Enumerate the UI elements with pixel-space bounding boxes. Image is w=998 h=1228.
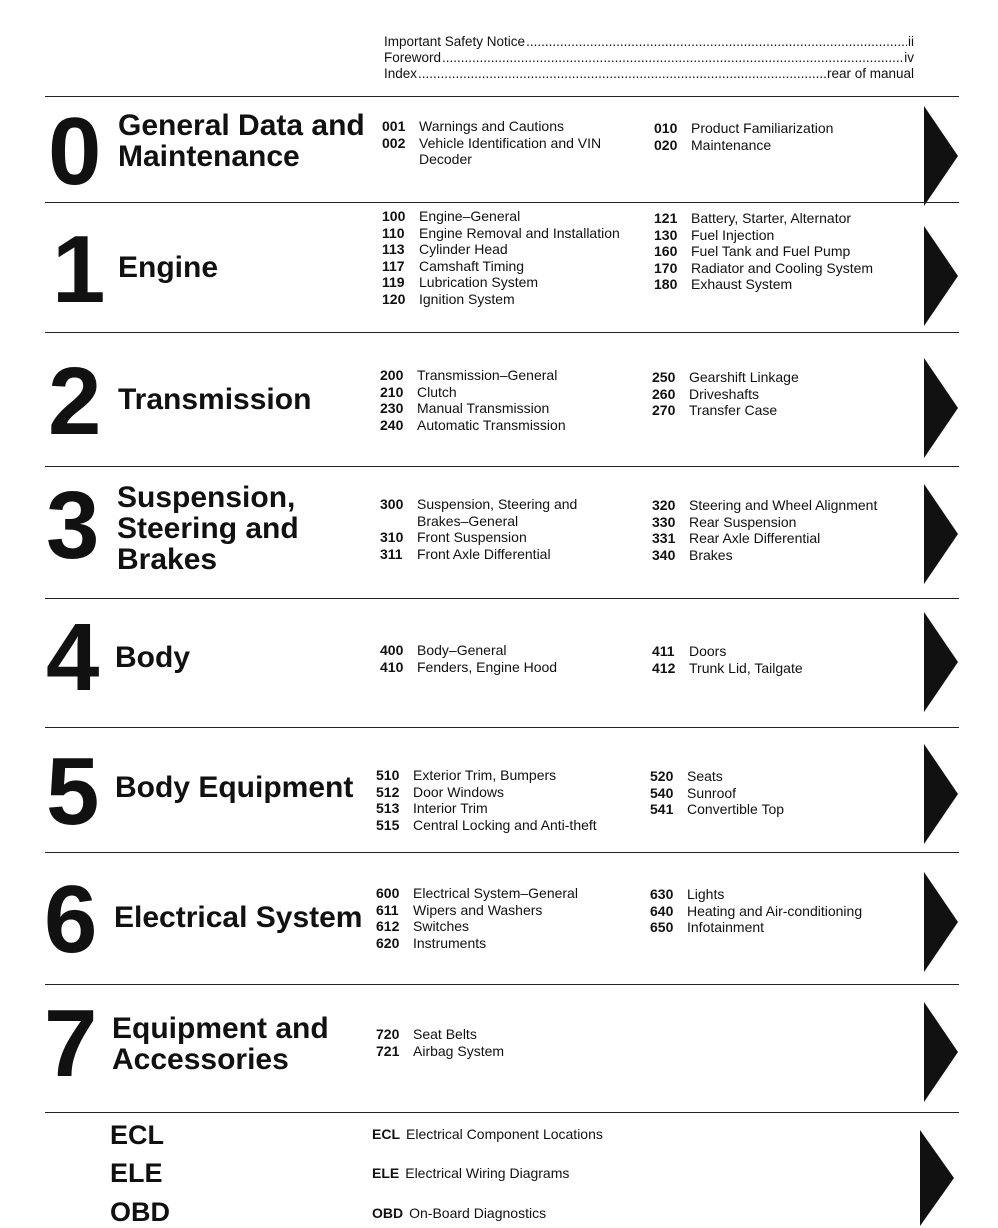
chapter-label-line: Ignition System bbox=[419, 290, 515, 307]
chapter-code: 002 bbox=[382, 134, 406, 151]
chapter-code: 170 bbox=[654, 259, 678, 276]
chapter-label-line: Instruments bbox=[413, 934, 487, 951]
chapter-item[interactable] bbox=[650, 903, 862, 920]
front-matter-list bbox=[384, 34, 914, 82]
section-tab-arrow-icon[interactable] bbox=[920, 1130, 954, 1226]
front-matter-page: ii bbox=[908, 34, 914, 49]
leader-dots bbox=[526, 34, 907, 50]
section-title-line: Accessories bbox=[112, 1043, 289, 1076]
chapter-code: 210 bbox=[380, 383, 404, 400]
section-divider bbox=[45, 727, 959, 728]
appendix-title-obd[interactable]: OBD bbox=[110, 1197, 170, 1227]
chapter-list-left bbox=[382, 208, 620, 307]
chapter-label bbox=[419, 291, 515, 308]
section-tab-arrow-icon[interactable] bbox=[924, 358, 958, 458]
section-title-line: Electrical System bbox=[114, 901, 363, 934]
chapter-code: 640 bbox=[650, 902, 674, 919]
chapter-code: 260 bbox=[652, 385, 676, 402]
section-title-line: Suspension, bbox=[117, 481, 296, 514]
chapter-code: 612 bbox=[376, 918, 400, 934]
chapter-label-line: Doors bbox=[689, 643, 727, 659]
chapter-code: 320 bbox=[652, 497, 676, 513]
chapter-code: 330 bbox=[652, 513, 676, 530]
chapter-label-line: Trunk Lid, Tailgate bbox=[689, 659, 803, 676]
section-divider bbox=[45, 466, 959, 467]
chapter-label bbox=[419, 208, 520, 225]
chapter-code: 331 bbox=[652, 530, 676, 546]
chapter-item[interactable] bbox=[376, 817, 597, 834]
chapter-item[interactable] bbox=[380, 659, 557, 676]
chapter-label bbox=[689, 369, 799, 386]
chapter-label bbox=[417, 529, 527, 546]
chapter-label bbox=[413, 784, 504, 801]
chapter-label bbox=[417, 367, 557, 384]
chapter-label bbox=[687, 768, 723, 785]
chapter-item[interactable] bbox=[654, 276, 873, 293]
leader-dots bbox=[442, 50, 903, 66]
section-numeral: 0 bbox=[48, 98, 100, 205]
chapter-code: 113 bbox=[382, 241, 405, 257]
chapter-item[interactable] bbox=[654, 210, 873, 227]
chapter-label-line: Front Axle Differential bbox=[417, 545, 551, 562]
chapter-code: 001 bbox=[382, 118, 406, 134]
chapter-label-line: Seats bbox=[687, 768, 723, 784]
chapter-item[interactable] bbox=[380, 367, 566, 384]
section-title-line: Engine bbox=[118, 251, 219, 284]
chapter-label-line: Brakes bbox=[689, 546, 733, 563]
chapter-label bbox=[417, 659, 557, 676]
chapter-label-line: Transmission–General bbox=[417, 367, 558, 383]
chapter-label bbox=[691, 210, 851, 227]
section-title[interactable] bbox=[118, 252, 218, 283]
appendix-label: Electrical Component Locations bbox=[406, 1126, 603, 1142]
chapter-item[interactable] bbox=[382, 291, 620, 308]
chapter-code: 300 bbox=[380, 496, 404, 512]
chapter-label bbox=[419, 118, 564, 135]
chapter-item[interactable] bbox=[654, 137, 833, 154]
chapter-item[interactable] bbox=[376, 1043, 504, 1060]
chapter-code: 611 bbox=[376, 901, 399, 918]
chapter-label-line: Door Windows bbox=[413, 783, 505, 800]
chapter-code: 720 bbox=[376, 1026, 400, 1042]
chapter-label-line: Body–General bbox=[417, 642, 507, 658]
chapter-label bbox=[417, 496, 577, 529]
chapter-label-line: Decoder bbox=[419, 151, 472, 167]
section-title-line: Body Equipment bbox=[115, 771, 354, 804]
chapter-label bbox=[413, 1026, 477, 1043]
chapter-item[interactable] bbox=[652, 369, 799, 386]
chapter-list-left bbox=[376, 885, 578, 951]
chapter-label bbox=[413, 885, 578, 902]
section-divider bbox=[45, 852, 959, 853]
chapter-item[interactable] bbox=[380, 529, 577, 546]
chapter-label bbox=[691, 227, 774, 244]
chapter-code: 620 bbox=[376, 934, 400, 951]
chapter-label-line: Infotainment bbox=[687, 919, 765, 935]
chapter-item[interactable] bbox=[652, 530, 877, 547]
chapter-label-line: Heating and Air-conditioning bbox=[687, 902, 863, 919]
chapter-label bbox=[413, 817, 597, 834]
front-matter-label: Foreword bbox=[384, 50, 442, 65]
chapter-label-line: Radiator and Cooling System bbox=[691, 259, 874, 276]
chapter-item[interactable] bbox=[380, 496, 577, 529]
chapter-item[interactable] bbox=[654, 243, 873, 260]
chapter-code: 513 bbox=[376, 800, 400, 816]
chapter-label bbox=[691, 260, 873, 277]
chapter-label-line: Interior Trim bbox=[413, 800, 488, 816]
chapter-label-line: Engine–General bbox=[419, 208, 521, 224]
chapter-label bbox=[691, 276, 792, 293]
chapter-code: 541 bbox=[650, 801, 674, 817]
chapter-item[interactable] bbox=[376, 902, 578, 919]
section-numeral: 4 bbox=[46, 604, 98, 711]
section-title-line: Steering and bbox=[117, 512, 299, 545]
chapter-code: 240 bbox=[380, 416, 404, 433]
appendix-code: OBD bbox=[372, 1205, 404, 1221]
chapter-item[interactable] bbox=[376, 935, 578, 952]
chapter-item[interactable] bbox=[654, 227, 873, 244]
chapter-item[interactable] bbox=[652, 514, 877, 531]
chapter-code: 160 bbox=[654, 243, 678, 259]
chapter-code: 540 bbox=[650, 784, 674, 801]
chapter-item[interactable] bbox=[380, 400, 566, 417]
chapter-item[interactable] bbox=[650, 768, 784, 785]
chapter-code: 340 bbox=[652, 546, 676, 563]
chapter-code: 520 bbox=[650, 768, 674, 784]
chapter-label-line: Sunroof bbox=[687, 784, 737, 801]
chapter-item[interactable] bbox=[382, 135, 601, 168]
chapter-label bbox=[689, 660, 803, 677]
chapter-item[interactable] bbox=[376, 784, 597, 801]
chapter-code: 310 bbox=[380, 529, 404, 545]
section-divider bbox=[45, 598, 959, 599]
appendix-label: On-Board Diagnostics bbox=[409, 1205, 547, 1221]
chapter-label-line: Warnings and Cautions bbox=[419, 118, 565, 134]
chapter-code: 010 bbox=[654, 120, 678, 136]
chapter-label-line: Fuel Injection bbox=[691, 226, 775, 243]
front-matter-item-foreword[interactable] bbox=[384, 50, 914, 66]
chapter-item[interactable] bbox=[382, 208, 620, 225]
front-matter-page: iv bbox=[904, 50, 914, 65]
chapter-list-left bbox=[376, 767, 597, 833]
chapter-label-line: Exterior Trim, Bumpers bbox=[413, 767, 557, 783]
chapter-list-right bbox=[652, 369, 799, 419]
section-title[interactable] bbox=[118, 384, 311, 415]
chapter-label bbox=[417, 642, 507, 659]
chapter-item[interactable] bbox=[650, 886, 862, 903]
chapter-label bbox=[689, 547, 733, 564]
chapter-item[interactable] bbox=[382, 274, 620, 291]
chapter-label bbox=[419, 225, 620, 242]
chapter-item[interactable] bbox=[376, 918, 578, 935]
section-divider bbox=[45, 984, 959, 985]
appendix-code: ECL bbox=[372, 1126, 400, 1142]
chapter-label bbox=[417, 546, 551, 563]
chapter-label-line: Automatic Transmission bbox=[417, 416, 566, 433]
chapter-label bbox=[689, 514, 796, 531]
appendix-item-obd[interactable] bbox=[372, 1205, 546, 1221]
chapter-label-line: Rear Suspension bbox=[689, 513, 797, 530]
chapter-code: 600 bbox=[376, 885, 400, 901]
section-divider bbox=[45, 1112, 959, 1113]
chapter-item[interactable] bbox=[382, 258, 620, 275]
section-divider bbox=[45, 202, 959, 203]
chapter-item[interactable] bbox=[654, 120, 833, 137]
chapter-item[interactable] bbox=[652, 386, 799, 403]
chapter-list-right bbox=[654, 210, 873, 293]
chapter-label bbox=[687, 801, 784, 818]
section-title[interactable] bbox=[115, 772, 353, 803]
chapter-code: 311 bbox=[380, 545, 403, 562]
chapter-item[interactable] bbox=[376, 800, 597, 817]
section-numeral: 7 bbox=[44, 990, 96, 1097]
chapter-label bbox=[689, 497, 877, 514]
section-divider bbox=[45, 96, 959, 97]
chapter-item[interactable] bbox=[652, 402, 799, 419]
chapter-item[interactable] bbox=[376, 1026, 504, 1043]
chapter-label bbox=[417, 384, 457, 401]
chapter-label-line: Convertible Top bbox=[687, 801, 785, 817]
chapter-item[interactable] bbox=[652, 497, 877, 514]
chapter-code: 110 bbox=[382, 224, 405, 241]
chapter-label bbox=[417, 400, 549, 417]
chapter-label-line: Product Familiarization bbox=[691, 120, 834, 136]
section-tab-arrow-icon[interactable] bbox=[924, 872, 958, 972]
chapter-item[interactable] bbox=[382, 118, 601, 135]
chapter-code: 230 bbox=[380, 400, 404, 416]
chapter-item[interactable] bbox=[652, 547, 877, 564]
chapter-list-left bbox=[382, 118, 601, 168]
chapter-label-line: Exhaust System bbox=[691, 276, 793, 292]
chapter-label-line: Electrical System–General bbox=[413, 885, 578, 901]
chapter-item[interactable] bbox=[650, 785, 784, 802]
appendix-item-ele[interactable] bbox=[372, 1165, 569, 1181]
chapter-list-right bbox=[652, 497, 877, 563]
appendix-title-ele[interactable]: ELE bbox=[110, 1158, 163, 1188]
section-numeral: 6 bbox=[44, 866, 96, 973]
chapter-list-left bbox=[380, 367, 566, 433]
chapter-label bbox=[689, 530, 820, 547]
chapter-code: 117 bbox=[382, 257, 405, 274]
chapter-label bbox=[413, 1043, 504, 1060]
chapter-code: 270 bbox=[652, 402, 676, 418]
chapter-label-line: Brakes–General bbox=[417, 512, 519, 529]
chapter-list-left bbox=[380, 496, 577, 562]
chapter-label bbox=[413, 935, 486, 952]
chapter-label bbox=[687, 886, 724, 903]
chapter-code: 180 bbox=[654, 276, 678, 292]
chapter-label-line: Central Locking and Anti-theft bbox=[413, 816, 597, 833]
chapter-label-line: Engine Removal and Installation bbox=[419, 224, 620, 241]
chapter-label-line: Suspension, Steering and bbox=[417, 496, 578, 512]
chapter-code: 412 bbox=[652, 659, 676, 676]
chapter-code: 630 bbox=[650, 886, 674, 902]
section-tab-arrow-icon[interactable] bbox=[924, 1002, 958, 1102]
chapter-label-line: Front Suspension bbox=[417, 529, 527, 545]
front-matter-page: rear of manual bbox=[826, 66, 914, 81]
chapter-label-line: Lights bbox=[687, 886, 725, 902]
chapter-code: 400 bbox=[380, 642, 404, 658]
section-numeral: 5 bbox=[46, 738, 98, 845]
appendix-item-ecl[interactable] bbox=[372, 1126, 603, 1142]
front-matter-item-safety[interactable] bbox=[384, 34, 914, 50]
chapter-label bbox=[687, 903, 862, 920]
chapter-label bbox=[689, 643, 726, 660]
chapter-code: 721 bbox=[376, 1042, 400, 1059]
section-tab-arrow-icon[interactable] bbox=[924, 612, 958, 712]
chapter-label bbox=[413, 767, 556, 784]
chapter-code: 411 bbox=[652, 643, 675, 659]
chapter-label bbox=[419, 241, 508, 258]
chapter-label-line: Manual Transmission bbox=[417, 400, 550, 416]
chapter-label-line: Steering and Wheel Alignment bbox=[689, 497, 878, 513]
section-divider bbox=[45, 332, 959, 333]
chapter-label bbox=[413, 800, 488, 817]
appendix-code: ELE bbox=[372, 1165, 400, 1181]
chapter-code: 515 bbox=[376, 816, 400, 833]
chapter-code: 512 bbox=[376, 783, 400, 800]
section-numeral: 2 bbox=[48, 348, 100, 455]
chapter-label-line: Camshaft Timing bbox=[419, 257, 525, 274]
chapter-label-line: Fuel Tank and Fuel Pump bbox=[691, 243, 851, 259]
chapter-label bbox=[419, 135, 601, 168]
section-title-line: Brakes bbox=[117, 543, 218, 576]
chapter-item[interactable] bbox=[380, 417, 566, 434]
section-title-line: Body bbox=[115, 641, 190, 674]
section-title-line: Transmission bbox=[118, 383, 312, 416]
chapter-list-right bbox=[650, 768, 784, 818]
leader-dots bbox=[418, 66, 826, 82]
section-tab-arrow-icon[interactable] bbox=[924, 484, 958, 584]
chapter-label bbox=[417, 417, 566, 434]
appendix-label: Electrical Wiring Diagrams bbox=[405, 1165, 570, 1181]
chapter-label bbox=[419, 258, 524, 275]
chapter-item[interactable] bbox=[380, 546, 577, 563]
chapter-label bbox=[691, 120, 833, 137]
section-tab-arrow-icon[interactable] bbox=[924, 744, 958, 844]
chapter-item[interactable] bbox=[380, 384, 566, 401]
section-title[interactable] bbox=[115, 642, 190, 673]
chapter-list-left bbox=[376, 1026, 504, 1059]
chapter-code: 130 bbox=[654, 226, 678, 243]
section-numeral: 3 bbox=[46, 472, 98, 579]
chapter-code: 100 bbox=[382, 208, 406, 224]
chapter-code: 410 bbox=[380, 658, 404, 675]
chapter-code: 250 bbox=[652, 369, 676, 385]
chapter-list-left bbox=[380, 642, 557, 675]
chapter-label-line: Airbag System bbox=[413, 1042, 505, 1059]
chapter-label bbox=[691, 243, 850, 260]
chapter-list-right bbox=[652, 643, 803, 676]
chapter-item[interactable] bbox=[382, 241, 620, 258]
chapter-label-line: Cylinder Head bbox=[419, 241, 508, 257]
section-tab-arrow-icon[interactable] bbox=[924, 106, 958, 206]
chapter-label-line: Seat Belts bbox=[413, 1026, 477, 1042]
chapter-list-right bbox=[650, 886, 862, 936]
chapter-label-line: Maintenance bbox=[691, 136, 772, 153]
chapter-label-line: Fenders, Engine Hood bbox=[417, 658, 558, 675]
chapter-label-line: Battery, Starter, Alternator bbox=[691, 210, 852, 226]
chapter-code: 510 bbox=[376, 767, 400, 783]
section-title[interactable] bbox=[114, 902, 362, 933]
chapter-item[interactable] bbox=[376, 767, 597, 784]
chapter-label bbox=[413, 918, 469, 935]
chapter-label-line: Vehicle Identification and VIN bbox=[419, 134, 602, 151]
section-title-line: Maintenance bbox=[118, 140, 300, 173]
chapter-label-line: Gearshift Linkage bbox=[689, 369, 799, 385]
chapter-code: 650 bbox=[650, 919, 674, 935]
chapter-code: 020 bbox=[654, 136, 678, 153]
section-numeral: 1 bbox=[52, 216, 104, 323]
chapter-label-line: Rear Axle Differential bbox=[689, 530, 821, 546]
chapter-item[interactable] bbox=[650, 801, 784, 818]
appendix-title-ecl[interactable]: ECL bbox=[110, 1120, 164, 1150]
front-matter-item-index[interactable] bbox=[384, 66, 914, 82]
chapter-list-right bbox=[654, 120, 833, 153]
front-matter-label: Index bbox=[384, 66, 418, 81]
chapter-label bbox=[413, 902, 542, 919]
chapter-code: 200 bbox=[380, 367, 404, 383]
chapter-label-line: Lubrication System bbox=[419, 274, 539, 290]
chapter-label bbox=[687, 785, 736, 802]
chapter-item[interactable] bbox=[654, 260, 873, 277]
chapter-label bbox=[687, 919, 764, 936]
chapter-item[interactable] bbox=[652, 660, 803, 677]
chapter-label bbox=[419, 274, 538, 291]
front-matter-label: Important Safety Notice bbox=[384, 34, 526, 49]
chapter-label-line: Transfer Case bbox=[689, 402, 778, 418]
chapter-code: 120 bbox=[382, 290, 406, 307]
chapter-label-line: Wipers and Washers bbox=[413, 901, 543, 918]
section-title[interactable] bbox=[118, 110, 365, 172]
section-title[interactable] bbox=[112, 1013, 329, 1075]
chapter-code: 119 bbox=[382, 274, 405, 290]
section-tab-arrow-icon[interactable] bbox=[924, 226, 958, 326]
chapter-item[interactable] bbox=[382, 225, 620, 242]
chapter-item[interactable] bbox=[380, 642, 557, 659]
section-title-line: Equipment and bbox=[112, 1012, 329, 1045]
chapter-label-line: Driveshafts bbox=[689, 385, 760, 402]
chapter-item[interactable] bbox=[650, 919, 862, 936]
chapter-label-line: Switches bbox=[413, 918, 470, 934]
section-title[interactable] bbox=[117, 482, 299, 575]
section-title-line: General Data and bbox=[118, 109, 365, 142]
chapter-label bbox=[689, 402, 777, 419]
chapter-label-line: Clutch bbox=[417, 383, 457, 400]
chapter-label bbox=[689, 386, 759, 403]
chapter-label bbox=[691, 137, 771, 154]
chapter-code: 121 bbox=[654, 210, 678, 226]
chapter-item[interactable] bbox=[652, 643, 803, 660]
chapter-item[interactable] bbox=[376, 885, 578, 902]
